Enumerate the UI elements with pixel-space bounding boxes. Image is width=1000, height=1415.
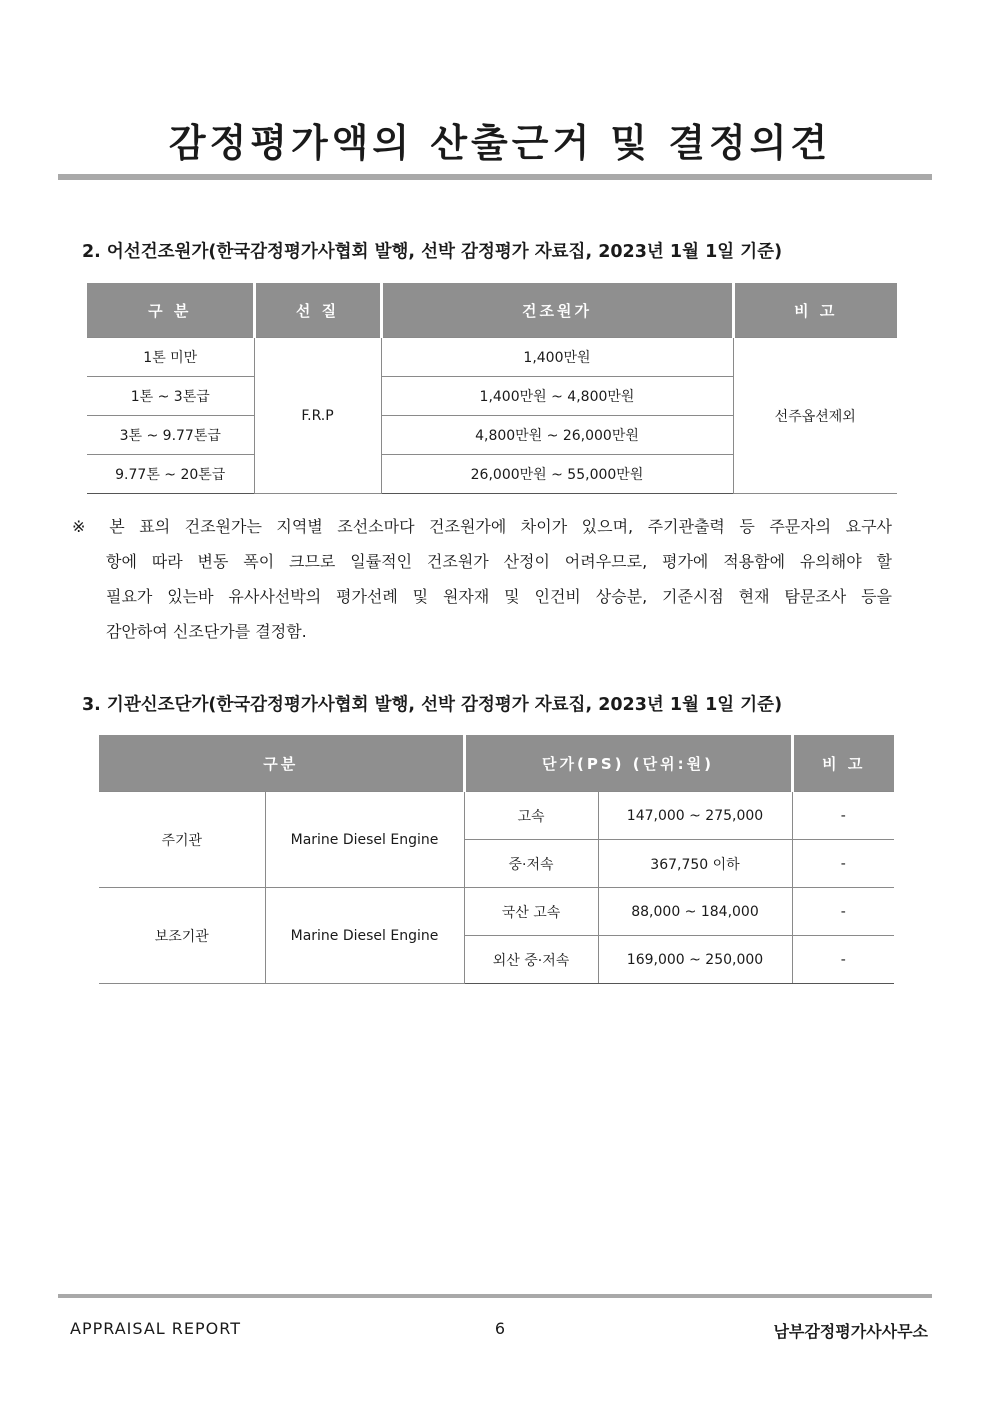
engine-price: 367,750 이하 <box>598 840 792 888</box>
ship-build-cost-table <box>87 283 897 494</box>
engine-price: 88,000 ~ 184,000 <box>598 888 792 936</box>
footer-divider <box>58 1294 932 1298</box>
page-title: 감정평가액의 산출근거 및 결정의견 <box>168 121 832 165</box>
section-3-heading: 3. 기관신조단가(한국감정평가사협회 발행, 선박 감정평가 자료집, 2023년 1월 1일 기준) <box>82 695 783 715</box>
engine-remark: - <box>792 792 894 840</box>
header-unit-price: 단가(PS) (단위:원) <box>464 735 792 792</box>
table-header-row <box>99 735 894 792</box>
row-cost: 1,400만원 ~ 4,800만원 <box>381 377 733 416</box>
row-category: 9.77톤 ~ 20톤급 <box>87 455 254 494</box>
header-category: 구 분 <box>87 283 254 338</box>
engine-unit-price-table <box>99 735 894 984</box>
page-number: 6 <box>494 1319 506 1338</box>
table-row <box>87 338 897 377</box>
note-line: 항에 따라 변동 폭이 크므로 일률적인 건조원가 산정이 어려우므로, 평가에 적용함에 유의해야 할 <box>106 552 892 571</box>
header-remark: 비 고 <box>792 735 894 792</box>
note-line: ※ 본 표의 건조원가는 지역별 조선소마다 건조원가에 차이가 있으며, 주기관출력 등 주문자의 요구사 <box>72 517 892 536</box>
table-header-row <box>87 283 897 338</box>
row-category: 3톤 ~ 9.77톤급 <box>87 416 254 455</box>
engine-type: Marine Diesel Engine <box>265 888 464 984</box>
header-material: 선 질 <box>254 283 381 338</box>
table-row <box>99 888 894 936</box>
engine-remark: - <box>792 936 894 984</box>
row-category: 1톤 미만 <box>87 338 254 377</box>
engine-speed: 중·저속 <box>464 840 598 888</box>
footer-office-name: 남부감정평가사사무소 <box>773 1322 928 1341</box>
table-row <box>99 792 894 840</box>
footer-report-label: APPRAISAL REPORT <box>70 1319 241 1338</box>
engine-type: Marine Diesel Engine <box>265 792 464 888</box>
engine-speed: 국산 고속 <box>464 888 598 936</box>
header-remark: 비 고 <box>733 283 897 338</box>
remark-cell: 선주옵션제외 <box>733 338 897 494</box>
header-category: 구분 <box>99 735 464 792</box>
engine-remark: - <box>792 888 894 936</box>
row-cost: 1,400만원 <box>381 338 733 377</box>
engine-speed: 고속 <box>464 792 598 840</box>
engine-price: 147,000 ~ 275,000 <box>598 792 792 840</box>
material-cell: F.R.P <box>254 338 381 494</box>
engine-group-name: 보조기관 <box>99 888 265 984</box>
note-line: 필요가 있는바 유사사선박의 평가선례 및 원자재 및 인건비 상승분, 기준시점 현재 탐문조사 등을 <box>106 587 892 606</box>
row-cost: 26,000만원 ~ 55,000만원 <box>381 455 733 494</box>
header-build-cost: 건조원가 <box>381 283 733 338</box>
engine-speed: 외산 중·저속 <box>464 936 598 984</box>
engine-remark: - <box>792 840 894 888</box>
table-note <box>72 509 892 649</box>
engine-group-name: 주기관 <box>99 792 265 888</box>
engine-price: 169,000 ~ 250,000 <box>598 936 792 984</box>
section-2-heading: 2. 어선건조원가(한국감정평가사협회 발행, 선박 감정평가 자료집, 2023년 1월 1일 기준) <box>82 242 783 262</box>
row-category: 1톤 ~ 3톤급 <box>87 377 254 416</box>
title-divider <box>58 174 932 180</box>
note-line: 감안하여 신조단가를 결정함. <box>106 622 307 641</box>
row-cost: 4,800만원 ~ 26,000만원 <box>381 416 733 455</box>
